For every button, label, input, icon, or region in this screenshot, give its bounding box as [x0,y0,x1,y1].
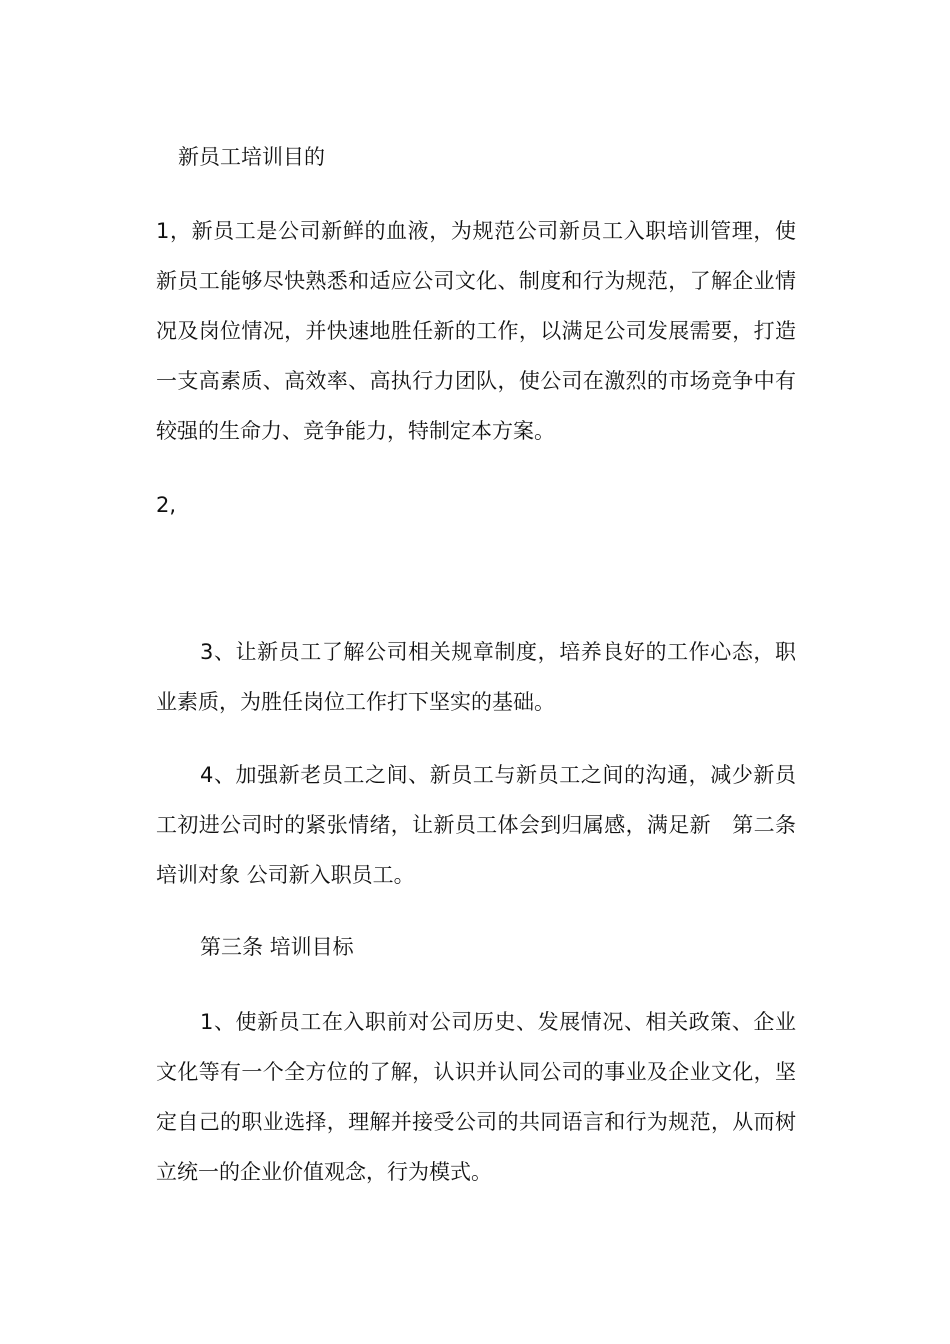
document-title: 新员工培训目的 [178,145,325,169]
section-heading-goals: 第三条 培训目标 [200,935,354,959]
paragraph-2: 2, [156,493,177,517]
paragraph-5: 1、使新员工在入职前对公司历史、发展情况、相关政策、企业文化等有一个全方位的了解，认识并认同公司的事业及企业文化，坚定自己的职业选择，理解并接受公司的共同语言和行为规范，从而树立统一的企业价值观念，行为模式。 [156,1010,796,1184]
paragraph-1: 1，新员工是公司新鲜的血液，为规范公司新员工入职培训管理，使新员工能够尽快熟悉和适应公司文化、制度和行为规范，了解企业情况及岗位情况，并快速地胜任新的工作，以满足公司发展需要，打造一支高素质、高效率、高执行力团队，使公司在激烈的市场竞争中有较强的生命力、竞争能力，特制定本方案。 [156,219,796,443]
paragraph-4: 4、加强新老员工之间、新员工与新员工之间的沟通，减少新员工初进公司时的紧张情绪，让新员工体会到归属感，满足新 第二条 培训对象 公司新入职员工。 [156,763,796,887]
paragraph-3: 3、让新员工了解公司相关规章制度，培养良好的工作心态，职业素质，为胜任岗位工作打下坚实的基础。 [156,640,796,714]
